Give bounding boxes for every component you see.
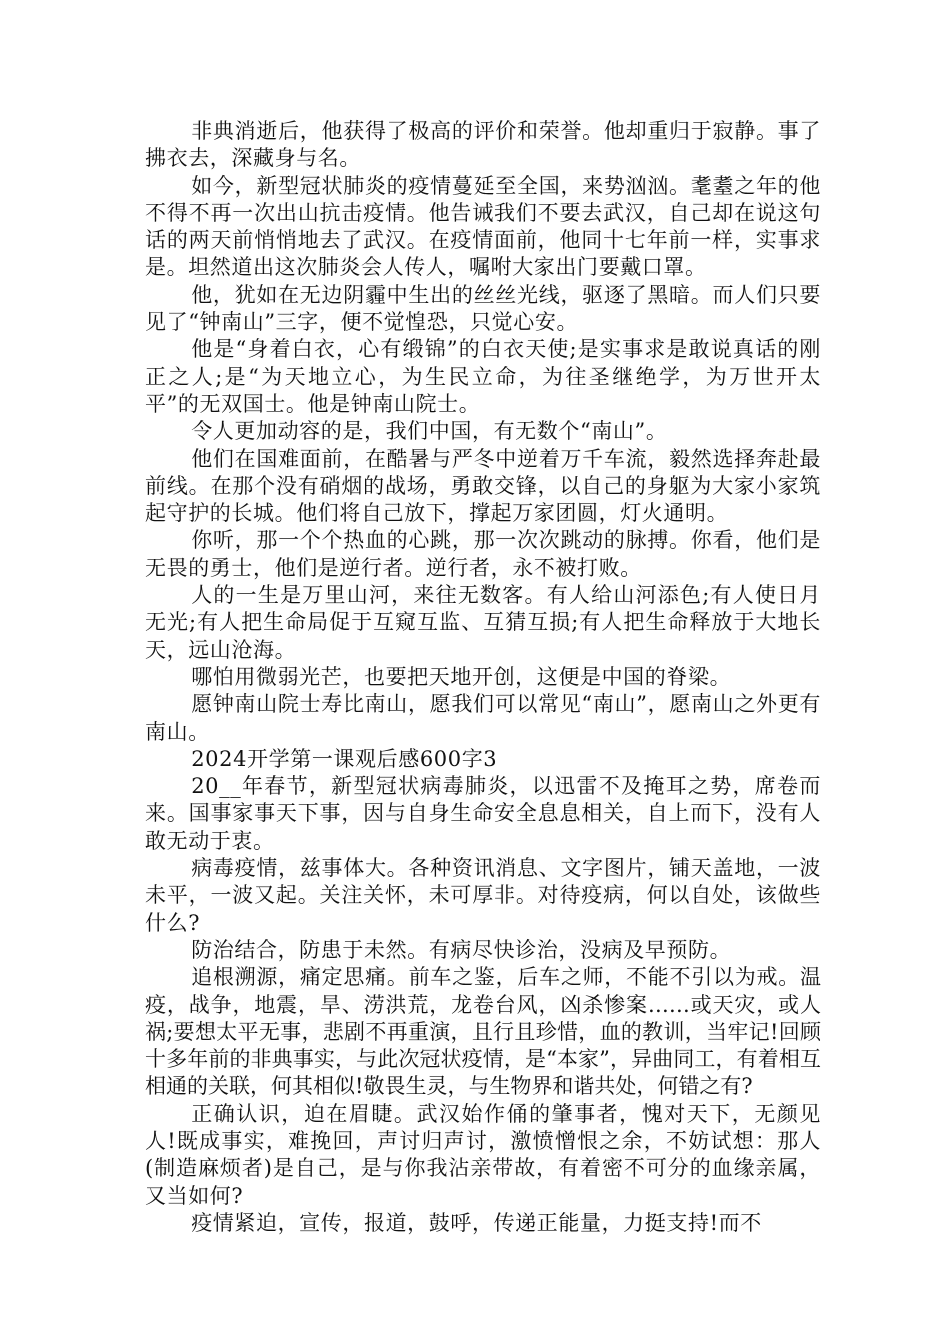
paragraph: 他，犹如在无边阴霾中生出的丝丝光线，驱逐了黑暗。而人们只要见了“钟南山”三字，便不觉惶恐，只觉心安。 xyxy=(145,282,821,335)
paragraph: 非典消逝后，他获得了极高的评价和荣誉。他却重归于寂静。事了拂衣去，深藏身与名。 xyxy=(145,119,821,171)
paragraph: 如今，新型冠状肺炎的疫情蔓延至全国，来势汹汹。耄耋之年的他不得不再一次出山抗击疫情。他告诫我们不要去武汉，自己却在说这句话的两天前悄悄地去了武汉。在疫情面前，他同十七年前一样，实事求是。坦然道出这次肺炎会人传人，嘱咐大家出门要戴口罩。 xyxy=(145,173,821,280)
paragraph: 愿钟南山院士寿比南山，愿我们可以常见“南山”，愿南山之外更有南山。 xyxy=(145,692,821,744)
document-body xyxy=(145,118,821,1237)
paragraph: 正确认识，迫在眉睫。武汉始作俑的肇事者，愧对天下，无颜见人!既成事实，难挽回，声讨归声讨，激愤憎恨之余，不妨试想：那人(制造麻烦者)是自己，是与你我沾亲带故，有着密不可分的血缘亲属，又当如何? xyxy=(145,1101,821,1208)
paragraph: 令人更加动容的是，我们中国，有无数个“南山”。 xyxy=(191,419,668,444)
paragraph: 追根溯源，痛定思痛。前车之鉴，后车之师，不能不引以为戒。温疫，战争，地震，旱、涝洪荒，龙卷台风，凶杀惨案……或天灾，或人祸;要想太平无事，悲剧不再重演，且行且珍惜，血的教训，当牢记!回顾十多年前的非典事实，与此次冠状疫情，是“本家”，异曲同工，有着相互相通的关联，何其相似!敬畏生灵，与生物界和谐共处，何错之有? xyxy=(145,965,821,1099)
paragraph: 他是“身着白衣，心有缎锦”的白衣天使;是实事求是敢说真话的刚正之人;是“为天地立心，为生民立命，为往圣继绝学，为万世开太平”的无双国士。他是钟南山院士。 xyxy=(145,337,821,416)
paragraph: 防治结合，防患于未然。有病尽快诊治，没病及早预防。 xyxy=(191,937,732,962)
paragraph: 你听，那一个个热血的心跳，那一次次跳动的脉搏。你看，他们是无畏的勇士，他们是逆行者。逆行者，永不被打败。 xyxy=(145,528,821,580)
paragraph: 他们在国难面前，在酷暑与严冬中逆着万千车流，毅然选择奔赴最前线。在那个没有硝烟的战场，勇敢交锋，以自己的身躯为大家小家筑起守护的长城。他们将自己放下，撑起万家团圆，灯火通明。 xyxy=(145,446,821,526)
paragraph: 20__年春节，新型冠状病毒肺炎，以迅雷不及掩耳之势，席卷而来。国事家事天下事，因与自身生命安全息息相关，自上而下，没有人敢无动于衷。 xyxy=(145,774,821,853)
paragraph: 人的一生是万里山河，来往无数客。有人给山河添色;有人使日月无光;有人把生命局促于互窥互监、互猜互损;有人把生命释放于大地长天，远山沧海。 xyxy=(145,583,821,662)
paragraph: 病毒疫情，兹事体大。各种资讯消息、文字图片，铺天盖地，一波未平，一波又起。关注关怀，未可厚非。对待疫病，何以自处，该做些什么? xyxy=(145,856,821,935)
paragraph: 疫情紧迫，宣传，报道，鼓呼，传递正能量，力挺支持!而不 xyxy=(191,1210,762,1235)
paragraph: 哪怕用微弱光芒，也要把天地开创，这便是中国的脊梁。 xyxy=(191,664,732,689)
section-heading: 2024开学第一课观后感600字3 xyxy=(191,746,498,771)
